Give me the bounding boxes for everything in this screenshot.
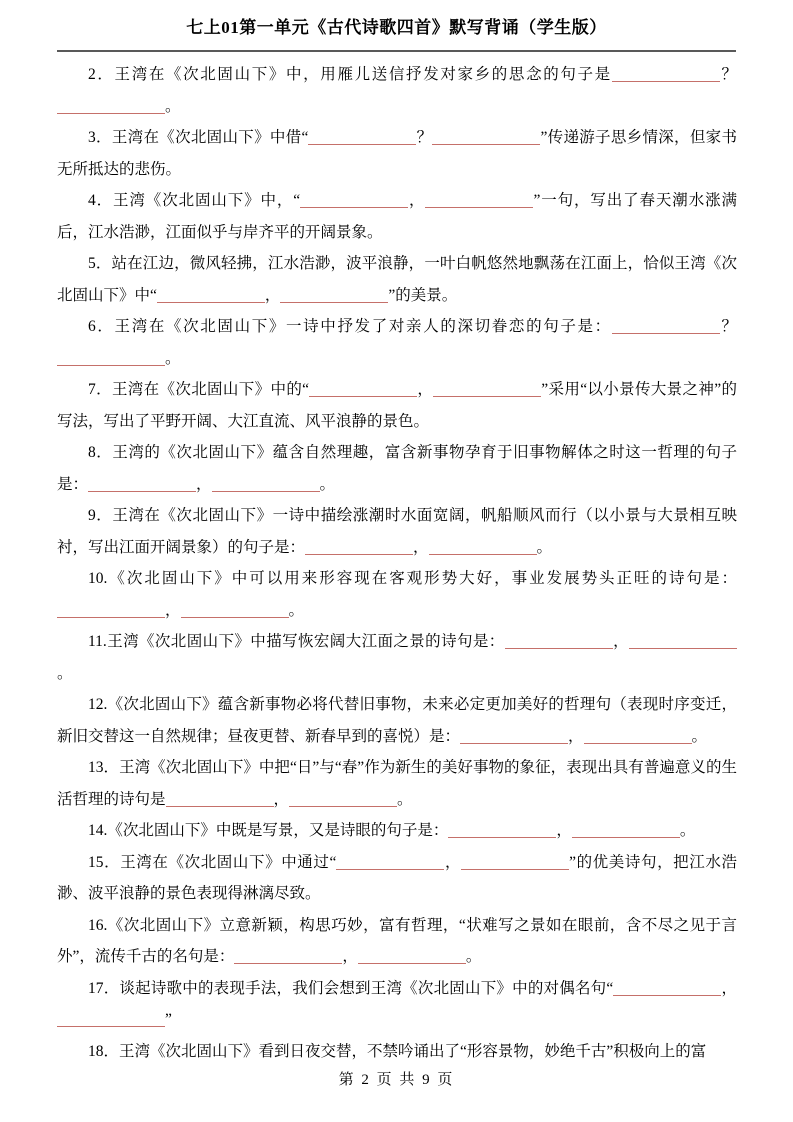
question-text: 《次北固山下》中可以用来形容现在客观形势大好，事业发展势头正旺的诗句是： xyxy=(107,570,737,587)
question-text: 王湾在《次北固山下》中借“ xyxy=(111,129,309,146)
question-10 xyxy=(57,563,737,626)
question-text: 。 xyxy=(397,790,413,808)
question-number: 8． xyxy=(88,444,113,461)
question-text: ， xyxy=(196,475,212,493)
question-number: 16. xyxy=(88,916,108,934)
answer-blank-underline xyxy=(289,792,397,807)
page-number-label: 第 2 页 共 9 页 xyxy=(338,1072,455,1088)
answer-blank-underline xyxy=(448,823,556,838)
question-15 xyxy=(57,847,737,910)
question-5 xyxy=(57,248,737,311)
question-text: 谈起诗歌中的表现手法，我们会想到王湾《次北固山下》中的对偶名句“ xyxy=(119,979,614,997)
question-number: 9． xyxy=(88,507,113,524)
question-text: 。 xyxy=(57,664,73,682)
question-number: 11. xyxy=(88,633,107,650)
answer-blank-underline xyxy=(505,634,613,649)
answer-blank-underline xyxy=(308,130,416,145)
question-text: ”的美景。 xyxy=(388,286,458,304)
question-text: 王湾《次北固山下》中把“日”与“春”作为新生的美好事物的象征，表现出具有普遍意义的生活哲理的诗句是 xyxy=(57,759,737,808)
question-text: ， xyxy=(264,286,281,304)
question-number: 6． xyxy=(88,318,115,335)
question-text: ， xyxy=(612,633,629,650)
answer-blank-underline xyxy=(612,67,720,82)
question-number: 2． xyxy=(88,66,115,83)
question-9 xyxy=(57,500,737,563)
question-7 xyxy=(57,374,737,437)
question-text: ？ xyxy=(416,129,433,146)
question-text: 《次北固山下》立意新颖，构思巧妙，富有哲理，“状难写之景如在眼前，含不尽之见于言外”，流传千古的名句是： xyxy=(57,916,737,965)
question-number: 12. xyxy=(88,696,108,713)
question-text: ， xyxy=(413,538,429,556)
answer-blank-underline xyxy=(358,949,466,964)
question-text: 。 xyxy=(536,538,553,556)
answer-blank-underline xyxy=(612,319,720,334)
question-text: ， xyxy=(444,853,462,871)
answer-blank-underline xyxy=(234,949,342,964)
answer-blank-underline xyxy=(629,634,737,649)
question-6 xyxy=(57,311,737,374)
question-number: 17． xyxy=(88,979,120,997)
answer-blank-underline xyxy=(57,1012,165,1027)
question-text: ”的优美诗句，把江水浩渺、波平浪静的景色表现得淋漓尽致。 xyxy=(57,853,737,902)
question-text: ， xyxy=(721,979,737,997)
answer-blank-underline xyxy=(429,540,537,555)
question-text: 王湾的《次北固山下》蕴含自然理趣，富含新事物孕育于旧事物解体之时这一哲理的句子是： xyxy=(57,444,737,493)
answer-blank-underline xyxy=(460,729,568,744)
question-text: 王湾在《次北固山下》中的“ xyxy=(111,381,310,398)
question-text: ， xyxy=(568,727,584,745)
question-13 xyxy=(57,752,737,815)
question-number: 18． xyxy=(88,1042,120,1060)
question-text: 。 xyxy=(288,601,305,619)
question-number: 3． xyxy=(88,129,112,146)
answer-blank-underline xyxy=(432,130,540,145)
answer-blank-underline xyxy=(280,288,388,303)
question-text: 王湾《次北固山下》中描写恢宏阔大江面之景的诗句是： xyxy=(106,633,505,650)
answer-blank-underline xyxy=(336,855,444,870)
question-text: ， xyxy=(408,192,426,209)
answer-blank-underline xyxy=(181,603,289,618)
answer-blank-underline xyxy=(425,193,533,208)
question-text: 王湾在《次北固山下》一诗中抒发了对亲人的深切眷恋的句子是： xyxy=(114,318,612,335)
questions-container xyxy=(57,59,737,1067)
question-text: 《次北固山下》蕴含新事物必将代替旧事物，未来必定更加美好的哲理句（表现时序变迁，新旧交替这一自然规律；昼夜更替、新春早到的喜悦）是： xyxy=(57,696,737,745)
question-text: 。 xyxy=(691,727,708,745)
question-text: 王湾在《次北固山下》中，用雁儿送信抒发对家乡的思念的句子是 xyxy=(114,66,612,83)
question-text: 。 xyxy=(165,349,181,367)
answer-blank-underline xyxy=(572,823,680,838)
answer-blank-underline xyxy=(157,288,265,303)
question-text: 王湾《次北固山下》中，“ xyxy=(113,192,301,209)
question-2 xyxy=(57,59,737,122)
answer-blank-underline xyxy=(433,382,541,397)
answer-blank-underline xyxy=(166,792,274,807)
question-8 xyxy=(57,437,737,500)
question-text: ”传递游子思乡情深，但家书无所抵达的悲伤。 xyxy=(57,129,737,178)
answer-blank-underline xyxy=(57,603,165,618)
question-16 xyxy=(57,910,737,973)
answer-blank-underline xyxy=(461,855,569,870)
question-number: 13． xyxy=(88,759,120,776)
question-text: ， xyxy=(556,822,572,839)
question-text: 。 xyxy=(465,948,482,965)
answer-blank-underline xyxy=(309,382,417,397)
question-number: 14. xyxy=(88,822,108,839)
question-text: 站在江边，微风轻拂，江水浩渺，波平浪静，一叶白帆悠然地飘荡在江面上，恰似王湾《次北固山下》中“ xyxy=(57,255,737,304)
question-text: 《次北固山下》中既是写景，又是诗眼的句子是： xyxy=(107,822,449,839)
question-text: 。 xyxy=(679,822,696,839)
answer-blank-underline xyxy=(88,477,196,492)
answer-blank-underline xyxy=(300,193,408,208)
answer-blank-underline xyxy=(212,477,320,492)
page-header xyxy=(57,0,736,52)
question-11 xyxy=(57,626,737,689)
answer-blank-underline xyxy=(613,981,721,996)
question-text: 王湾在《次北固山下》一诗中描绘涨潮时水面宽阔，帆船顺风而行（以小景与大景相互映衬，写出江面开阔景象）的句子是： xyxy=(57,507,737,556)
question-4 xyxy=(57,185,737,248)
question-3 xyxy=(57,122,737,185)
question-number: 7． xyxy=(88,381,112,398)
document-title: 七上01第一单元《古代诗歌四首》默写背诵（学生版） xyxy=(186,18,607,37)
question-text: 。 xyxy=(319,475,336,493)
question-number: 15． xyxy=(88,853,121,871)
question-text: ”一句，写出了春天潮水涨满后，江水浩渺，江面似乎与岸齐平的开阔景象。 xyxy=(57,192,737,241)
question-18 xyxy=(57,1036,737,1068)
answer-blank-underline xyxy=(584,729,692,744)
question-text: ” xyxy=(165,1011,172,1028)
question-text: 。 xyxy=(165,97,181,115)
question-14 xyxy=(57,815,737,847)
answer-blank-underline xyxy=(305,540,413,555)
answer-blank-underline xyxy=(57,351,165,366)
question-text: ， xyxy=(417,381,434,398)
question-text: 王湾《次北固山下》看到日夜交替，不禁吟诵出了“形容景物，妙绝千古”积极向上的富 xyxy=(119,1042,707,1060)
question-12 xyxy=(57,689,737,752)
answer-blank-underline xyxy=(57,99,165,114)
question-text: ？ xyxy=(719,66,737,83)
question-number: 5． xyxy=(88,255,112,272)
question-text: ？ xyxy=(719,318,737,335)
question-text: ， xyxy=(165,601,181,619)
question-number: 10. xyxy=(88,570,108,587)
question-text: ， xyxy=(273,790,290,808)
question-text: ”采用“以小景传大景之神”的写法，写出了平野开阔、大江直流、风平浪静的景色。 xyxy=(57,381,737,430)
page-footer xyxy=(0,1068,793,1089)
question-text: 王湾在《次北固山下》中通过“ xyxy=(120,853,337,871)
question-17 xyxy=(57,973,737,1036)
question-text: ， xyxy=(342,948,358,965)
question-number: 4． xyxy=(88,192,114,209)
